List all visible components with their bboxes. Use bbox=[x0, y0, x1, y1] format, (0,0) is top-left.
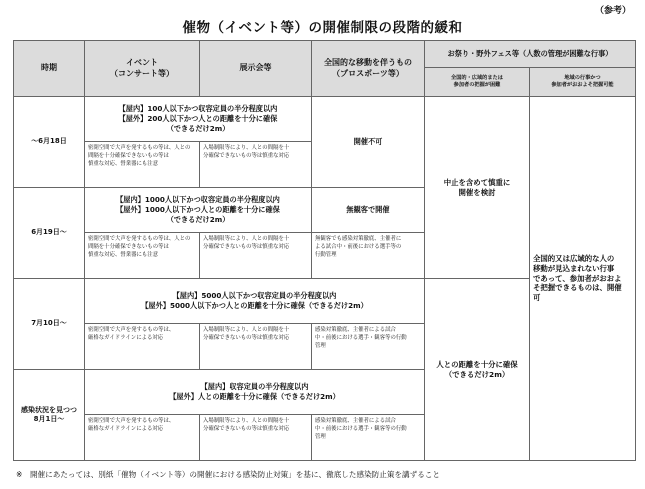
period-cell: 感染状況を見つつ 8月1日～ bbox=[14, 370, 85, 461]
limit-cell: 【屋内】収容定員の半分程度以内 【屋外】人との距離を十分に確保（できるだけ2m） bbox=[85, 370, 425, 415]
header-festival: お祭り・野外フェス等（人数の管理が困難な行事） bbox=[425, 41, 636, 68]
period-cell: ～6月18日 bbox=[14, 97, 85, 188]
limit-cell: 【屋内】1000人以下かつ収容定員の半分程度以内 【屋外】1000人以下かつ人との距離を十分に確保 （できるだけ2m） bbox=[85, 188, 312, 233]
exhibition-detail-cell: 入場制限等により、人との間隔を十 分確保できないもの等は慎重な対応 bbox=[200, 415, 312, 461]
festival-national-cell-b: 人との距離を十分に確保 （できるだけ2m） bbox=[425, 279, 530, 461]
sports-cell: 無観客で開催 bbox=[312, 188, 425, 233]
sports-cell: 開催不可 bbox=[312, 97, 425, 188]
event-detail-cell: 密閉空間で大声を発するもの等は、人との 間隔を十分確保できないもの等は 慎重な対応、營業器にも注意 bbox=[85, 233, 200, 279]
restriction-table bbox=[13, 40, 636, 461]
header-sports: 全国的な移動を伴うもの （プロスポーツ等） bbox=[312, 41, 425, 97]
header-event: イベント （コンサート等） bbox=[85, 41, 200, 97]
limit-cell: 【屋内】100人以下かつ収容定員の半分程度以内 【屋外】200人以下かつ人との距離を十分に確保 （できるだけ2m） bbox=[85, 97, 312, 142]
page-title: 催物（イベント等）の開催制限の段階的緩和 bbox=[182, 20, 463, 36]
limit-cell: 【屋内】5000人以下かつ収容定員の半分程度以内 【屋外】5000人以下かつ人との距離を十分に確保（できるだけ2m） bbox=[85, 279, 425, 324]
header-festival-local: 地域の行事かつ 参加者がおおよそ把握可能 bbox=[530, 68, 636, 97]
event-detail-cell: 密閉空間で大声を発するもの等は、人との 間隔を十分確保できないもの等は 慎重な対応、營業器にも注意 bbox=[85, 142, 200, 188]
exhibition-detail-cell: 入場制限等により、人との間隔を十 分確保できないもの等は慎重な対応 bbox=[200, 142, 312, 188]
sports-detail-cell: 無観客でも感染対策徹底、主催者に よる試合中・前後における選手等の 行動管理 bbox=[312, 233, 425, 279]
period-cell: 6月19日～ bbox=[14, 188, 85, 279]
sports-detail-cell: 感染対策徹底、主催者による試合 中・前後における選手・観客等の行動 管理 bbox=[312, 324, 425, 370]
event-detail-cell: 密閉空間で大声を発するもの等は、 厳格なガイドラインによる対応 bbox=[85, 324, 200, 370]
header-exhibition: 展示会等 bbox=[200, 41, 312, 97]
header-festival-national: 全国的・広域的または 参加者の把握が困難 bbox=[425, 68, 530, 97]
reference-label: （参考） bbox=[594, 6, 631, 16]
sports-detail-cell: 感染対策徹底、主催者による試合 中・前後における選手・観客等の行動 管理 bbox=[312, 415, 425, 461]
event-detail-cell: 密閉空間で大声を発するもの等は、 厳格なガイドラインによる対応 bbox=[85, 415, 200, 461]
festival-local-cell: 全国的又は広域的な人の 移動が見込まれない行事 であって、参加者がおおよ そ把握できるものは、開催 可 bbox=[530, 97, 636, 461]
exhibition-detail-cell: 入場制限等により、人との間隔を十 分確保できないもの等は慎重な対応 bbox=[200, 324, 312, 370]
exhibition-detail-cell: 入場制限等により、人との間隔を十 分確保できないもの等は慎重な対応 bbox=[200, 233, 312, 279]
header-period: 時期 bbox=[14, 41, 85, 97]
footnote: ※ 開催にあたっては、別紙「催物（イベント等）の開催における感染防止対策」を基に、徹底した感染防止策を講ずること bbox=[16, 470, 441, 479]
festival-national-cell-a: 中止を含めて慎重に 開催を検討 bbox=[425, 97, 530, 279]
period-cell: 7月10日～ bbox=[14, 279, 85, 370]
